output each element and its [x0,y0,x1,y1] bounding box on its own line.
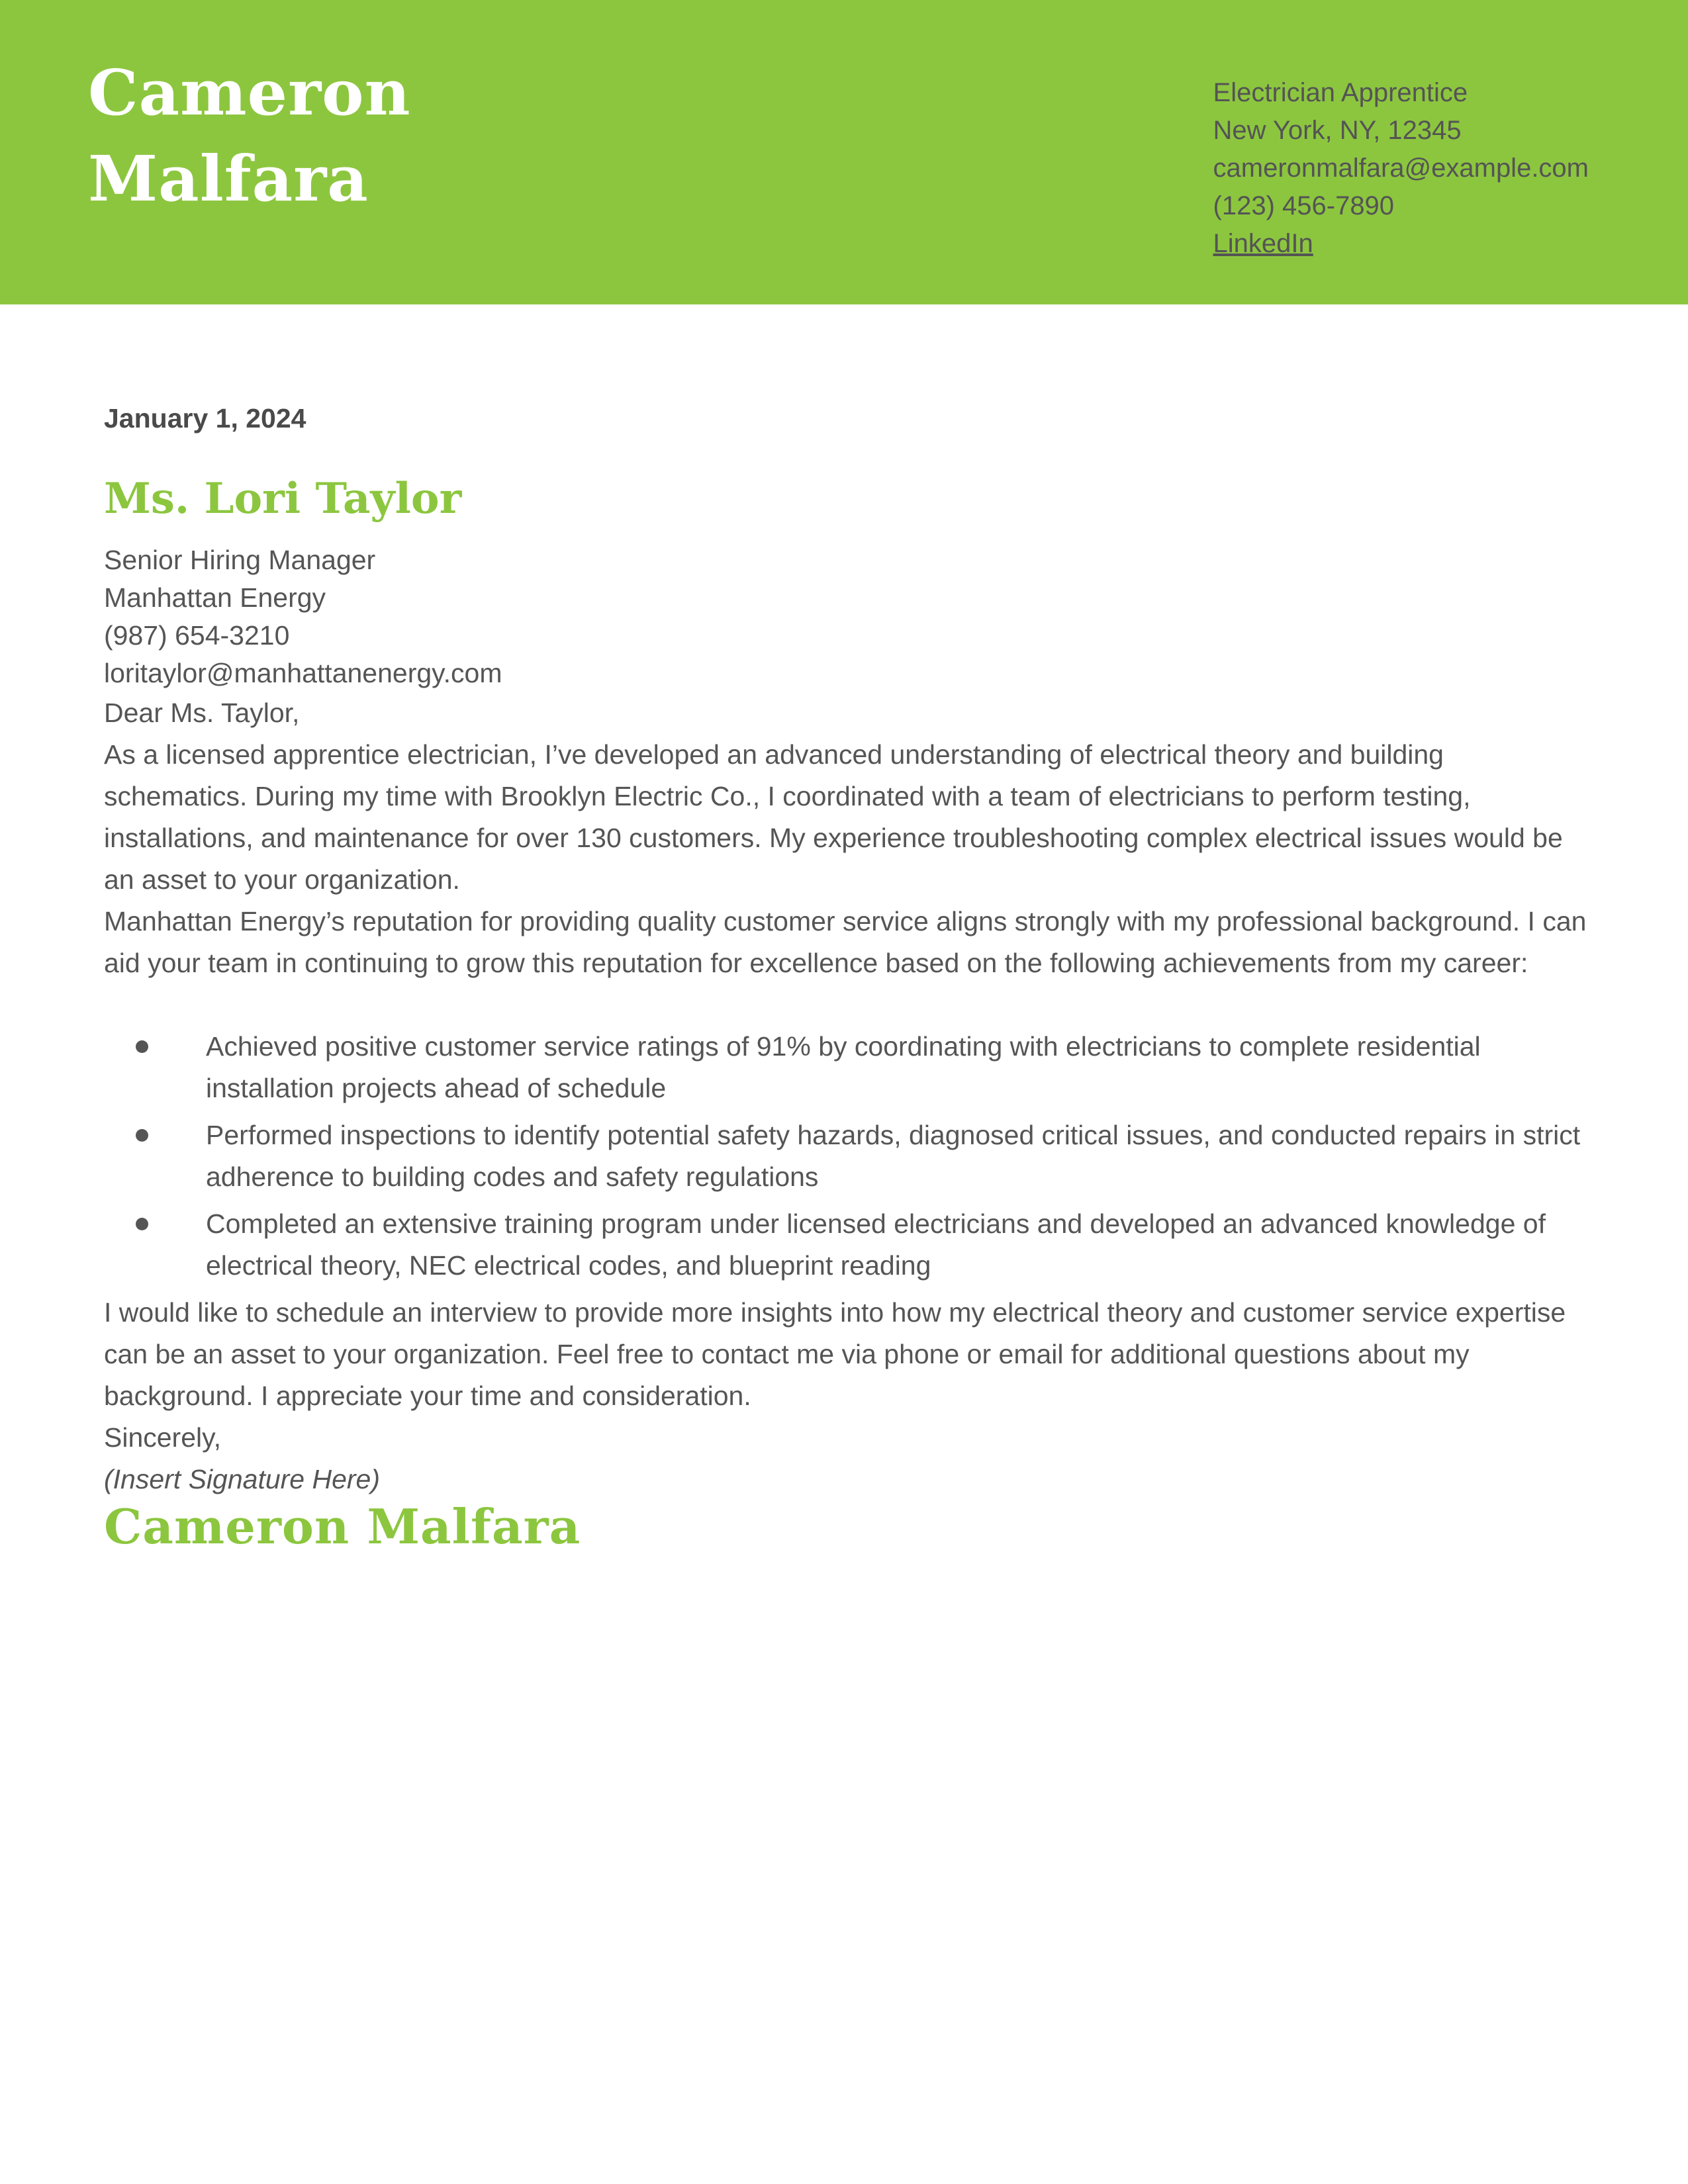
applicant-name-line-2: Malfara [88,142,369,216]
header-banner [0,0,1688,304]
bullet-icon [136,1040,148,1053]
letter-date: January 1, 2024 [104,403,306,433]
signature-placeholder: (Insert Signature Here) [104,1464,381,1494]
applicant-name-line-1: Cameron [88,56,411,130]
bullet-icon [136,1218,148,1230]
recipient-title: Senior Hiring Manager [104,545,376,575]
valediction: Sincerely, [104,1422,221,1453]
salutation: Dear Ms. Taylor, [104,698,300,728]
contact-email: cameronmalfara@example.com [1213,154,1589,183]
applicant-name [88,50,411,222]
contact-job-title: Electrician Apprentice [1213,78,1468,107]
bullet-icon [136,1129,148,1142]
recipient-phone: (987) 654-3210 [104,620,290,651]
linkedin-link[interactable]: LinkedIn [1213,229,1313,258]
recipient-company: Manhattan Energy [104,582,326,613]
recipient-info-block [104,541,1587,692]
paragraph-reputation: Manhattan Energy’s reputation for providing quality customer service aligns strongly with my professional background. I can aid your team in continuing to grow this reputation for excellence based on the following achievements from my career: [104,906,1587,978]
achievements-list [104,1026,1587,1287]
paragraph-intro: As a licensed apprentice electrician, I’ve developed an advanced understanding of electrical theory and building schematics. During my time with Brooklyn Electric Co., I coordinated with a team of electricians to perform testing, installations, and maintenance for over 130 customers. My experience troubleshooting complex electrical issues would be an asset to your organization. [104,739,1563,895]
achievement-item [104,1115,1587,1198]
contact-phone: (123) 456-7890 [1213,191,1395,220]
achievement-text: Achieved positive customer service ratings of 91% by coordinating with electricians to complete residential installation projects ahead of schedule [206,1031,1481,1103]
contact-location: New York, NY, 12345 [1213,116,1462,145]
achievement-item [104,1203,1587,1287]
achievement-item [104,1026,1587,1109]
achievement-text: Completed an extensive training program under licensed electricians and developed an advanced knowledge of electrical theory, NEC electrical codes, and blueprint reading [206,1208,1546,1281]
recipient-email: loritaylor@manhattanenergy.com [104,658,502,688]
letter-body [0,304,1688,1553]
signature-name: Cameron Malfara [104,1498,581,1555]
achievement-text: Performed inspections to identify potential safety hazards, diagnosed critical issues, and conducted repairs in strict adherence to building codes and safety regulations [206,1120,1581,1192]
header-contact-block [1213,74,1589,263]
recipient-name: Ms. Lori Taylor [104,474,462,523]
paragraph-closing: I would like to schedule an interview to provide more insights into how my electrical theory and customer service expertise can be an asset to your organization. Feel free to contact me via phone or email for additional questions about my background. I appreciate your time and consideration. [104,1297,1566,1411]
